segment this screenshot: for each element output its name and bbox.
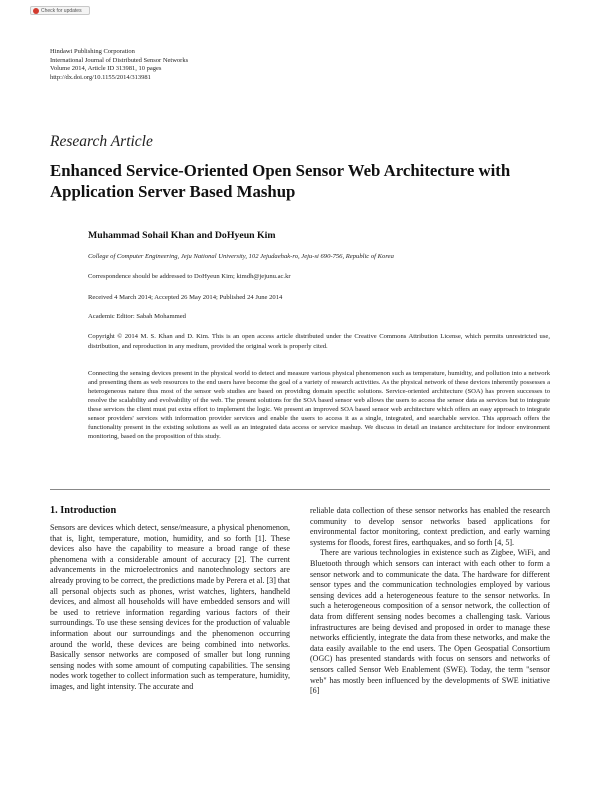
intro-paragraph-2: There are various technologies in existence such as Zigbee, WiFi, and Bluetooth through which sensors can interact with each other to form a sensor network and to communicate the data. The hardware for different sensor types and the communication technologies employed by various sensing devices add a heterogeneous feature to the sensor networks. In such a heterogeneous composition of a sensor network, the collection of data from different sensing nodes becomes a challenging task. Various infrastructures are being devised and proposed in order to manage these networks efficiently, integrate the data from these networks, and make the data easily available to the end users. The Open Geospatial Consortium (OGC) has presented standards with focus on sensors and networks of sensors called Sensor Web Enablement (SWE). Today, the term "sensor web" has mostly been influenced by the developments of SWE initiative [6] [310,548,550,696]
publication-info [50,48,188,82]
section-heading-introduction: 1. Introduction [50,505,117,516]
badge-label: Check for updates [41,7,82,14]
copyright-notice: Copyright © 2014 M. S. Khan and D. Kim. This is an open access article distributed under the Creative Commons Attribution License, which permits unrestricted use, distribution, and reproduction in any medium, provided the original work is properly cited. [88,333,550,350]
publication-dates: Received 4 March 2014; Accepted 26 May 2014; Published 24 June 2014 [88,294,283,301]
correspondence: Correspondence should be addressed to DoHyeun Kim; kimdh@jejunu.ac.kr [88,273,291,280]
intro-paragraph-1: Sensors are devices which detect, sense/measure, a physical phenomenon, that is, light, temperature, motion, humidity, and so forth [1]. These devices also have the capability to measure a broad range of these phenomena with a considerable amount of accuracy [2]. The current advancements in the microelectronics and nanotechnology sectors are already proving to be correct, the predictions made by Perera et al. [3] that all personal objects such as phones, wrist watches, lighters, handheld devices, and almost all households will have embedded sensors and will be used to retrieve information regarding various factors of their surroundings. To use these sensing devices for the production of valuable information about our surroundings and the phenomenon occurring around the world, these devices are being combined into networks. Basically sensor networks are composed of smaller but long running sensing nodes with some amount of computing capabilities. The sensing nodes work together to collect information such as temperature, humidity, images, and light intensity. The accurate and [50,523,290,691]
article-title: Enhanced Service-Oriented Open Sensor Web Architecture with Application Server Based Mashup [50,161,511,201]
authors: Muhammad Sohail Khan and DoHyeun Kim [88,230,276,241]
section-divider [50,489,550,490]
left-column [50,523,290,693]
publisher: Hindawi Publishing Corporation [50,48,135,55]
doi-link[interactable]: http://dx.doi.org/10.1155/2014/313981 [50,73,151,81]
journal-name: International Journal of Distributed Sensor Networks [50,56,189,64]
update-icon [33,8,39,14]
article-type: Research Article [50,133,153,150]
right-column [310,506,550,697]
abstract: Connecting the sensing devices present in the physical world to detect and measure various physical phenomenon such as temperature, humidity, and pollution into a network and presenting them as web resources to the end users have become the goal of a variety of research activities. As the physical network of these devices inherently possesses a heterogeneous nature thus most of the sensor web studies are based on providing domain specific solutions. Service-oriented architecture (SOA) has proven successes to resolve the scalability and evolvability of the web. The present solutions for the SOA based sensor web allows the users to access the sensor data as services but to integrate these services the client must put extra effort to implement the logic. We present an improved SOA based sensor web architecture which offers an easy approach to integrate sensor providers' services with information provider services and enable the users to access it as a single, integrated, and searchable service. This approach offers the functionality present in the existing solutions as well as an integrated data access or service mashup. We discuss in detail an instance architecture for indoor environment monitoring, based on the proposition of this study. [88,370,550,440]
affiliation: College of Computer Engineering, Jeju National University, 102 Jejudaehak-ro, Jeju-si 690-756, Republic of Korea [88,253,394,260]
volume-info: Volume 2014, Article ID 313981, 10 pages [50,65,162,73]
intro-paragraph-1-continued: reliable data collection of these sensor networks has enabled the research community to develop sensor networks based applications for environmental factor monitoring, context prediction, and early warning systems for floods, forest fires, earthquakes, and so forth [4, 5]. [310,506,550,547]
academic-editor: Academic Editor: Sabah Mohammed [88,313,186,320]
check-for-updates-badge[interactable] [30,6,90,15]
